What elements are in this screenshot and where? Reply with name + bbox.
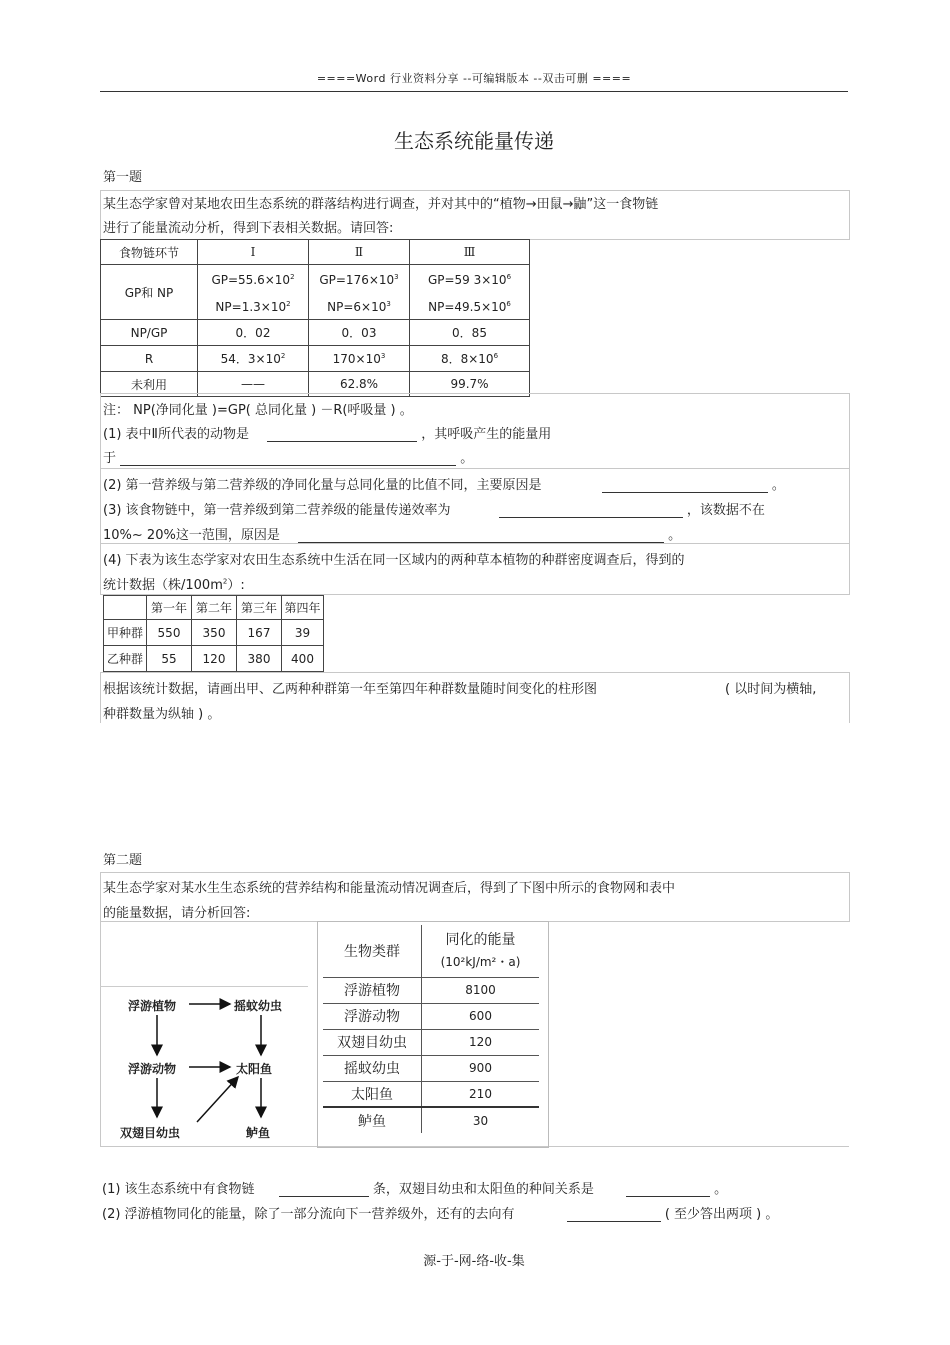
q2-part2-line [102, 1203, 778, 1222]
q1-cell [309, 346, 410, 372]
q1-th-3: Ⅲ [410, 240, 530, 265]
q1-pop-name: 乙种群 [104, 646, 147, 672]
energy-th-value [422, 925, 540, 977]
q1-pop-value: 380 [237, 646, 282, 672]
q1-np-value: NP=1.3×10 [215, 300, 287, 314]
node-diptera-larva: 双翅目幼虫 [120, 1126, 181, 1140]
q1-pop-year: 第四年 [282, 596, 324, 620]
q1-exp: 2 [280, 352, 286, 360]
energy-row [323, 1029, 539, 1055]
q1-cell: —— [198, 372, 309, 397]
q1-row-label: R [101, 346, 198, 372]
q1-pop-header-row [104, 596, 324, 620]
q1-np-value: NP=49.5×10 [428, 300, 507, 314]
q1-pop-year: 第二年 [192, 596, 237, 620]
energy-th-group: 生物类群 [323, 925, 422, 977]
energy-row-value: 900 [422, 1055, 540, 1081]
q1-exp: 6 [493, 352, 499, 360]
q1-p4b: 统计数据（株/100m [103, 578, 223, 593]
q1-exp: 3 [380, 351, 386, 360]
energy-row [323, 1003, 539, 1029]
q1-pop-year: 第一年 [147, 596, 192, 620]
energy-table-header [323, 925, 539, 977]
q2-answer-blank-chains[interactable] [279, 1182, 369, 1197]
energy-row-name: 太阳鱼 [323, 1081, 422, 1107]
q1-pop-value: 400 [282, 646, 324, 672]
energy-row-name: 鲈鱼 [323, 1107, 422, 1133]
q2-p1c: 。 [714, 1182, 728, 1197]
q1-part1-box [100, 393, 850, 469]
q1-row-label: 未利用 [101, 372, 198, 397]
q1-cell [410, 265, 530, 320]
arrow-diptera-to-sunfish [197, 1077, 238, 1122]
q1-p4c: ）: [227, 578, 245, 593]
energy-row-value: 8100 [422, 977, 540, 1003]
q1-pop-year: 第三年 [237, 596, 282, 620]
q1-r-value: 170×10 [332, 351, 381, 366]
q1-cell [198, 346, 309, 372]
energy-row-name: 双翅目幼虫 [323, 1029, 422, 1055]
q1-cell: 0．02 [198, 320, 309, 346]
page-title: 生态系统能量传递 [394, 129, 554, 153]
q1-p2b: 。 [771, 478, 785, 493]
q1-pop-corner [104, 596, 147, 620]
energy-row-name: 浮游动物 [323, 1003, 422, 1029]
q1-p1c: 于 [103, 451, 117, 466]
q1-pop-value: 550 [147, 620, 192, 646]
q1-p4b-exp: 2 [222, 577, 228, 586]
q1-part5-box [100, 672, 850, 723]
q1-p5c: 种群数量为纵轴 ) 。 [103, 707, 221, 722]
energy-row-value: 120 [422, 1029, 540, 1055]
page-footer: 源-于-网-络-收-集 [423, 1254, 525, 1269]
q1-intro-line1: 某生态学家曾对某地农田生态系统的群落结构进行调查，并对其中的“植物→田鼠→鼬”这一食物链 [103, 197, 659, 212]
q1-exp: 2 [290, 273, 295, 281]
energy-row-name: 摇蚊幼虫 [323, 1055, 422, 1081]
q1-p2a: (2) 第一营养级与第二营养级的净同化量与总同化量的比值不同，主要原因是 [103, 478, 542, 493]
q2-part1-line [102, 1178, 727, 1197]
q1-p1d: 。 [460, 451, 474, 466]
q1-row-label: GP和 NP [101, 265, 198, 320]
page-header: ====Word 行业资料分享 --可编辑版本 --双击可删 ==== [316, 72, 632, 85]
q1-cell: 62.8% [309, 372, 410, 397]
q1-answer-blank-respiration[interactable] [120, 451, 456, 466]
q1-cell [410, 346, 530, 372]
q1-answer-blank-animal[interactable] [267, 427, 417, 442]
q1-part4-line2 [103, 574, 245, 593]
q1-table-row-ratio [101, 320, 530, 346]
q1-th-chain: 食物链环节 [101, 240, 198, 265]
q1-pop-value: 167 [237, 620, 282, 646]
q1-note: 注： NP(净同化量 )=GP( 总同化量 ) －R(呼吸量 ) 。 [103, 403, 413, 418]
q1-p5b: ( 以时间为横轴, [725, 682, 817, 697]
q1-exp: 2 [286, 300, 291, 308]
q2-intro-box [100, 872, 850, 922]
q1-pop-value: 39 [282, 620, 324, 646]
q2-intro-line1: 某生态学家对某水生生态系统的营养结构和能量流动情况调查后，得到了下图中所示的食物网和表中 [103, 881, 676, 896]
q1-part3-line1 [103, 499, 765, 518]
q1-pop-value: 55 [147, 646, 192, 672]
q1-cell: 99.7% [410, 372, 530, 397]
q1-part3-line2 [103, 524, 681, 543]
node-zooplankton: 浮游动物 [128, 1062, 177, 1076]
q1-p3d: 。 [668, 528, 682, 543]
q1-p1a: (1) 表中Ⅱ所代表的动物是 [103, 427, 249, 442]
q1-pop-value: 120 [192, 646, 237, 672]
q1-energy-table [100, 239, 530, 397]
q1-gp-value: GP=55.6×10 [211, 273, 291, 287]
energy-table [323, 925, 539, 1133]
q1-p4a: (4) 下表为该生态学家对农田生态系统中生活在同一区域内的两种草本植物的种群密度调查后，得到的 [103, 553, 685, 568]
energy-row-value: 30 [422, 1107, 540, 1133]
node-sunfish: 太阳鱼 [236, 1062, 273, 1076]
q1-r-value: 54．3×10 [220, 352, 281, 366]
energy-row [323, 1081, 539, 1107]
q1-cell [198, 265, 309, 320]
q1-np-value: NP=6×10 [327, 300, 387, 314]
q2-answer-blank-energy-fate[interactable] [567, 1207, 661, 1222]
q1-cell [309, 265, 410, 320]
q1-answer-blank-range-reason[interactable] [298, 528, 664, 543]
q1-p3a: (3) 该食物链中，第一营养级到第二营养级的能量传递效率为 [103, 503, 451, 518]
q2-p2a: (2) 浮游植物同化的能量，除了一部分流向下一营养级外，还有的去向有 [102, 1207, 515, 1222]
energy-row-name: 浮游植物 [323, 977, 422, 1003]
energy-row-value: 600 [422, 1003, 540, 1029]
q1-pop-value: 350 [192, 620, 237, 646]
q1-pop-row [104, 646, 324, 672]
q1-answer-blank-efficiency[interactable] [499, 503, 683, 518]
q2-intro-line2: 的能量数据，请分析回答: [103, 906, 251, 921]
q2-p1b: 条，双翅目幼虫和太阳鱼的种间关系是 [372, 1182, 594, 1197]
q1-part23-box [100, 468, 850, 544]
q1-p5a: 根据该统计数据，请画出甲、乙两种种群第一年至第四年种群数量随时间变化的柱形图 [103, 682, 598, 697]
q1-row-label: NP/GP [101, 320, 198, 346]
q1-part4-box [100, 543, 850, 595]
node-midge-larva: 摇蚊幼虫 [234, 999, 283, 1013]
energy-th-value-line1: 同化的能量 [445, 931, 516, 948]
q1-part2-line [103, 474, 785, 493]
food-web-diagram [100, 986, 308, 1147]
energy-th-value-unit: (10²kJ/m²・a) [440, 954, 521, 969]
q1-answer-blank-reason[interactable] [602, 478, 768, 493]
q2-answer-blank-relation[interactable] [626, 1182, 710, 1197]
q1-cell: 0．85 [410, 320, 530, 346]
node-perch: 鲈鱼 [246, 1126, 271, 1140]
q2-heading: 第二题 [103, 853, 143, 868]
q1-pop-row [104, 620, 324, 646]
q1-pop-name: 甲种群 [104, 620, 147, 646]
q1-table-row-gpnp [101, 265, 530, 320]
q1-heading: 第一题 [103, 170, 143, 185]
q1-part1-line1 [103, 423, 551, 442]
q1-intro-line2: 进行了能量流动分析，得到下表相关数据。请回答: [103, 221, 394, 236]
q1-exp: 3 [386, 300, 391, 308]
q2-p1a: (1) 该生态系统中有食物链 [102, 1182, 255, 1197]
q1-p3c: 10%~ 20%这一范围，原因是 [103, 528, 280, 543]
q1-th-2: Ⅱ [309, 240, 410, 265]
energy-row [323, 977, 539, 1003]
q1-r-value: 8．8×10 [440, 352, 494, 366]
q1-p3b: ，该数据不在 [686, 503, 765, 518]
q1-gp-value: GP=176×10 [319, 273, 395, 287]
q1-exp: 6 [506, 300, 511, 308]
header-rule [100, 91, 848, 92]
q1-gp-value: GP=59 3×10 [427, 273, 507, 287]
q1-exp: 6 [506, 273, 512, 281]
q1-th-1: Ⅰ [198, 240, 309, 265]
q1-table-row-r [101, 346, 530, 372]
q1-part1-line2 [103, 447, 473, 466]
q2-p2b: ( 至少答出两项 ) 。 [664, 1207, 779, 1222]
q1-p1b: ，其呼吸产生的能量用 [421, 427, 552, 442]
energy-row [323, 1107, 539, 1133]
q1-population-table [103, 595, 324, 672]
q1-cell: 0．03 [309, 320, 410, 346]
q1-table-header-row [101, 240, 530, 265]
q1-exp: 3 [394, 273, 399, 281]
energy-row-value: 210 [422, 1081, 540, 1107]
node-phytoplankton: 浮游植物 [128, 999, 177, 1013]
q1-intro-box [100, 190, 850, 240]
energy-row [323, 1055, 539, 1081]
